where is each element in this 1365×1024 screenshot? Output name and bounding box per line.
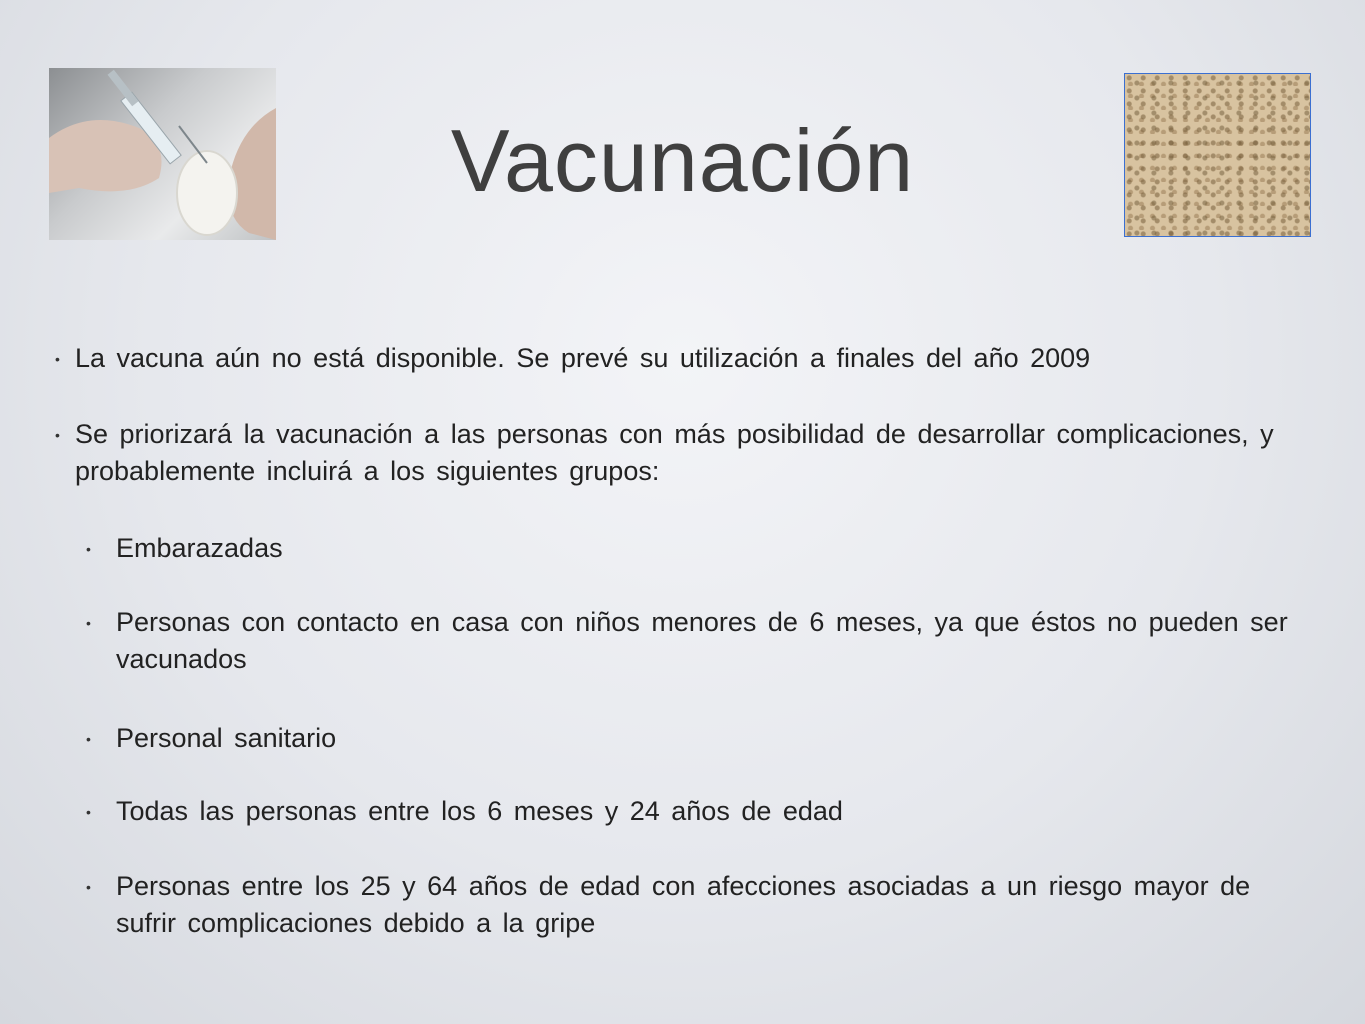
bullet-dot: •: [86, 804, 91, 820]
sub-bullet-item: [86, 720, 1311, 757]
bullet-item: [55, 416, 1310, 490]
bullet-text: La vacuna aún no está disponible. Se prevé su utilización a finales del año 2009: [75, 343, 1091, 373]
bullet-text: Personal sanitario: [116, 723, 337, 753]
bullet-text: Personas con contacto en casa con niños menores de 6 meses, ya que éstos no pueden ser vacunados: [116, 607, 1288, 674]
slide-title: Vacunación: [450, 111, 915, 210]
bullet-text: Embarazadas: [116, 533, 283, 563]
bullet-dot: •: [55, 351, 60, 367]
sub-bullet-item: [86, 793, 1311, 830]
bullet-dot: •: [86, 615, 91, 631]
bullet-dot: •: [55, 427, 60, 443]
bullet-dot: •: [86, 731, 91, 747]
bullet-text: Se priorizará la vacunación a las personas con más posibilidad de desarrollar complicaciones, y probablemente incluirá a los siguientes grupos:: [75, 419, 1274, 486]
bullet-dot: •: [86, 541, 91, 557]
bullet-text: Todas las personas entre los 6 meses y 24 años de edad: [116, 796, 843, 826]
sub-bullet-item: [86, 604, 1311, 678]
bullet-dot: •: [86, 879, 91, 895]
bullet-text: Personas entre los 25 y 64 años de edad con afecciones asociadas a un riesgo mayor de sufrir complicaciones debido a la gripe: [116, 871, 1251, 938]
sub-bullet-item: [86, 530, 1311, 567]
bullet-item: [55, 340, 1310, 377]
sub-bullet-item: [86, 868, 1311, 942]
